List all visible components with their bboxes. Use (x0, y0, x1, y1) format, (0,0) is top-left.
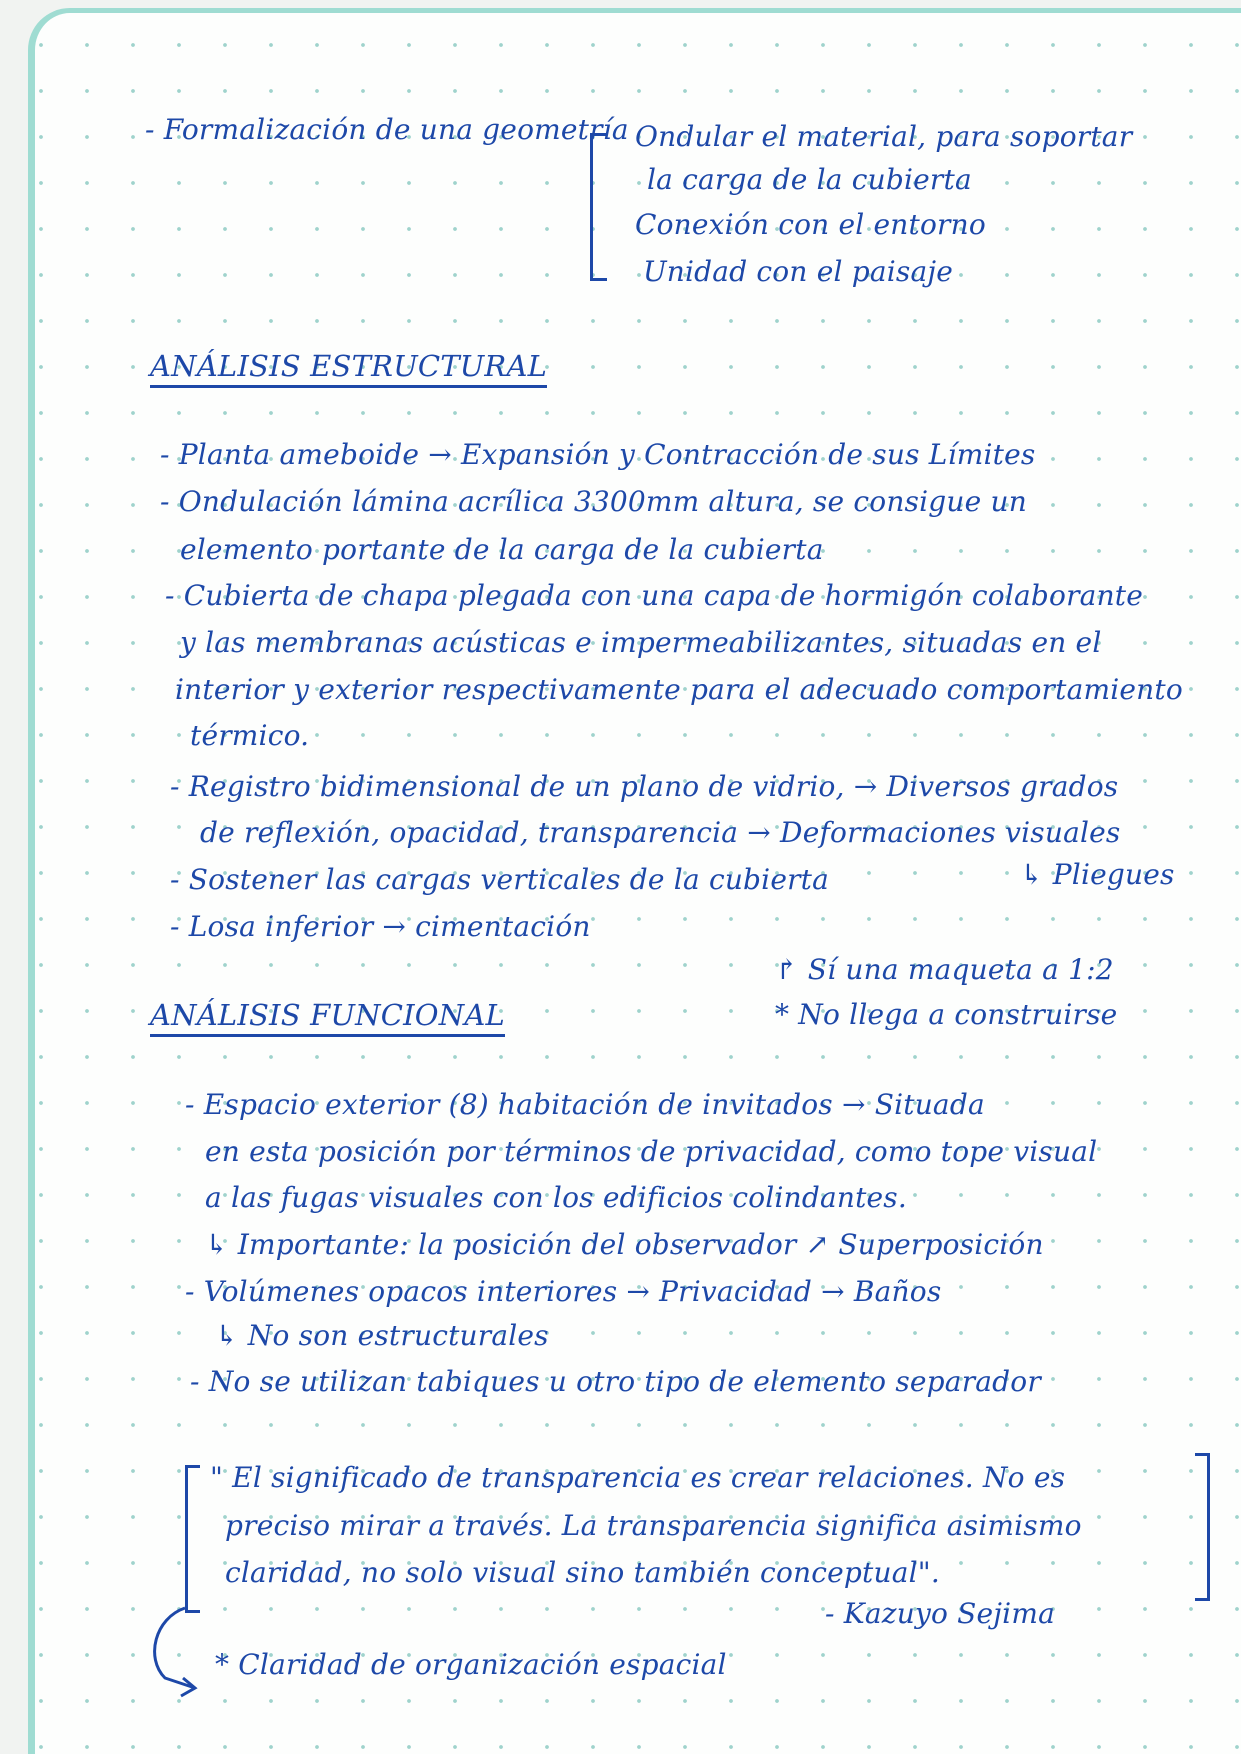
structural-line: interior y exterior respectivamente para el adecuado comportamiento (175, 673, 1183, 706)
structural-line: - Cubierta de chapa plegada con una capa de hormigón colaborante (165, 579, 1144, 612)
quote-bracket-left (185, 1465, 200, 1613)
structural-line: - Sostener las cargas verticales de la cubierta (170, 863, 830, 896)
structural-line: de reflexión, opacidad, transparencia → Deformaciones visuales (200, 816, 1121, 849)
quote-conclusion: * Claridad de organización espacial (215, 1648, 727, 1681)
quote-line: preciso mirar a través. La transparencia significa asimismo (225, 1509, 1082, 1542)
structural-line: - Losa inferior → cimentación (170, 910, 591, 943)
structural-note-maqueta: ↱ Sí una maqueta a 1:2 (775, 953, 1114, 986)
functional-line: a las fugas visuales con los edificios colindantes. (205, 1181, 907, 1214)
structural-line: - Planta ameboide → Expansión y Contracción de sus Límites (160, 438, 1036, 471)
functional-line: - Espacio exterior (8) habitación de invitados → Situada (185, 1088, 985, 1121)
header-branch-1-cont: la carga de la cubierta (647, 163, 972, 196)
header-branch-1: Ondular el material, para soportar (635, 120, 1133, 153)
quote-line: claridad, no solo visual sino también conceptual". (225, 1556, 940, 1589)
structural-line: - Ondulación lámina acrílica 3300mm altura, se consigue un (160, 485, 1027, 518)
header-main-line: - Formalización de una geometría (145, 113, 629, 146)
structural-title: ANÁLISIS ESTRUCTURAL (150, 349, 547, 388)
notebook-page (28, 8, 1241, 1754)
header-branch-bracket (590, 133, 607, 281)
quote-line: " El significado de transparencia es crear relaciones. No es (210, 1461, 1066, 1494)
header-branch-3: Unidad con el paisaje (643, 255, 954, 288)
functional-line: - No se utilizan tabiques u otro tipo de elemento separador (190, 1365, 1041, 1398)
functional-title: ANÁLISIS FUNCIONAL (150, 998, 505, 1037)
quote-author: - Kazuyo Sejima (825, 1597, 1055, 1630)
structural-line: térmico. (190, 719, 310, 752)
header-branch-2: Conexión con el entorno (635, 208, 986, 241)
functional-line: en esta posición por términos de privacidad, como tope visual (205, 1135, 1098, 1168)
structural-note-construccion: * No llega a construirse (775, 998, 1118, 1031)
quote-bracket-right (1195, 1453, 1210, 1601)
functional-line: ↳ No son estructurales (215, 1319, 549, 1352)
functional-line: - Volúmenes opacos interiores → Privacidad → Baños (185, 1275, 942, 1308)
functional-line: ↳ Importante: la posición del observador ↗ Superposición (205, 1228, 1044, 1261)
structural-line: elemento portante de la carga de la cubierta (180, 533, 824, 566)
curved-arrow-icon (135, 1598, 205, 1708)
structural-note-pliegues: ↳ Pliegues (1020, 858, 1175, 891)
structural-line: - Registro bidimensional de un plano de vidrio, → Diversos grados (170, 770, 1119, 803)
structural-line: y las membranas acústicas e impermeabilizantes, situadas en el (180, 626, 1102, 659)
